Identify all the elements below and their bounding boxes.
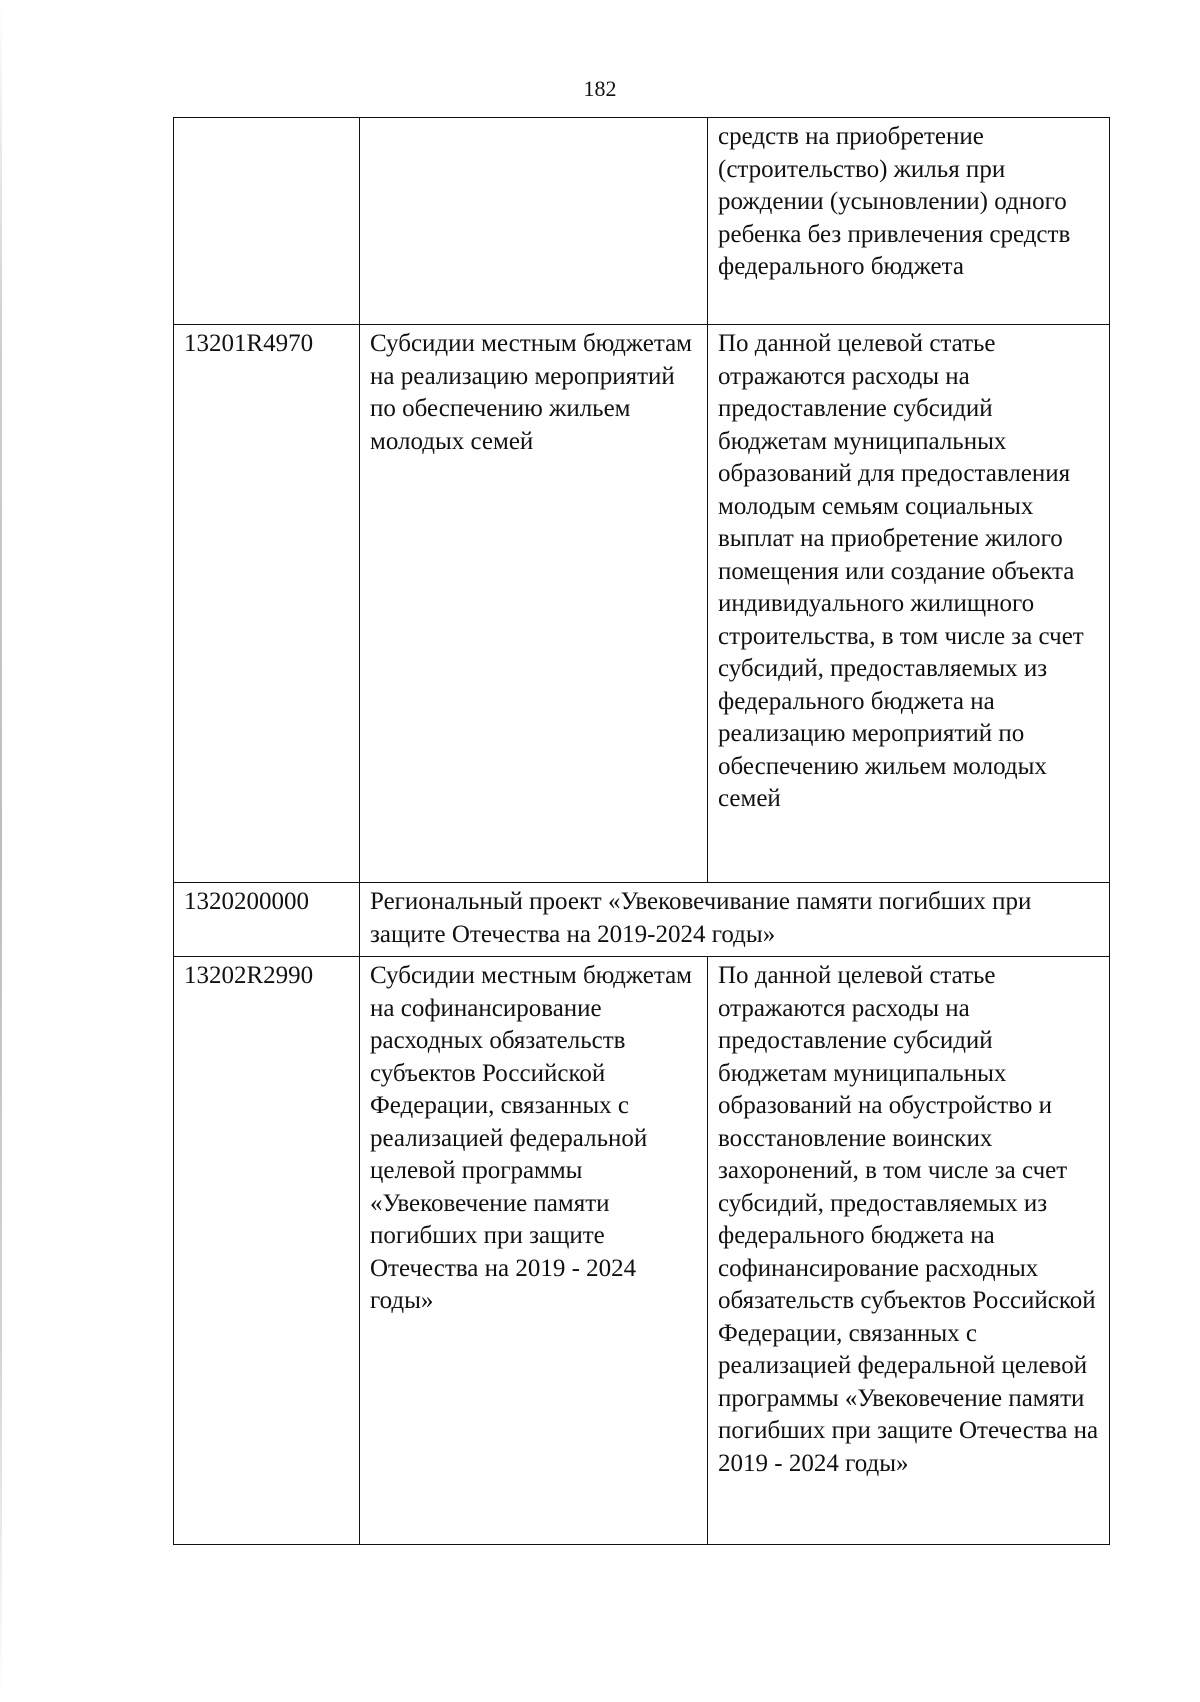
description-cell: По данной целевой статье отражаются расходы на предоставление субсидий бюджетам муниципальных образований для предоставления молодым семьям социальных выплат на приобретение жилого помещения или создание объекта индивидуального жилищного строительства, в том числе за счет субсидий, предоставляемых из федерального бюджета на реализацию мероприятий по обеспечению жильем молодых семей xyxy=(708,325,1110,883)
budget-classification-table xyxy=(173,117,1110,1545)
table-row xyxy=(174,957,1110,1545)
table-row xyxy=(174,883,1110,957)
code-cell xyxy=(174,118,360,325)
page-number: 182 xyxy=(583,76,617,101)
table-row xyxy=(174,325,1110,883)
table-row xyxy=(174,118,1110,325)
description-cell: По данной целевой статье отражаются расходы на предоставление субсидий бюджетам муниципальных образований на обустройство и восстановление воинских захоронений, в том числе за счет субсидий, предоставляемых из федерального бюджета на софинансирование расходных обязательств субъектов Российской Федерации, связанных с реализацией федеральной целевой программы «Увековечение памяти погибших при защите Отечества на 2019 - 2024 годы» xyxy=(708,957,1110,1545)
scan-edge-shadow xyxy=(0,0,2,1702)
description-cell: средств на приобретение (строительство) жилья при рождении (усыновлении) одного ребенка без привлечения средств федерального бюджета xyxy=(708,118,1110,325)
name-cell xyxy=(360,118,708,325)
code-cell: 13202R2990 xyxy=(174,957,360,1545)
code-cell: 1320200000 xyxy=(174,883,360,957)
regional-project-cell: Региональный проект «Увековечивание памяти погибших при защите Отечества на 2019-2024 годы» xyxy=(360,883,1110,957)
name-cell: Субсидии местным бюджетам на реализацию мероприятий по обеспечению жильем молодых семей xyxy=(360,325,708,883)
name-cell: Субсидии местным бюджетам на софинансирование расходных обязательств субъектов Российской Федерации, связанных с реализацией федеральной целевой программы «Увековечение памяти погибших при защите Отечества на 2019 - 2024 годы» xyxy=(360,957,708,1545)
code-cell: 13201R4970 xyxy=(174,325,360,883)
